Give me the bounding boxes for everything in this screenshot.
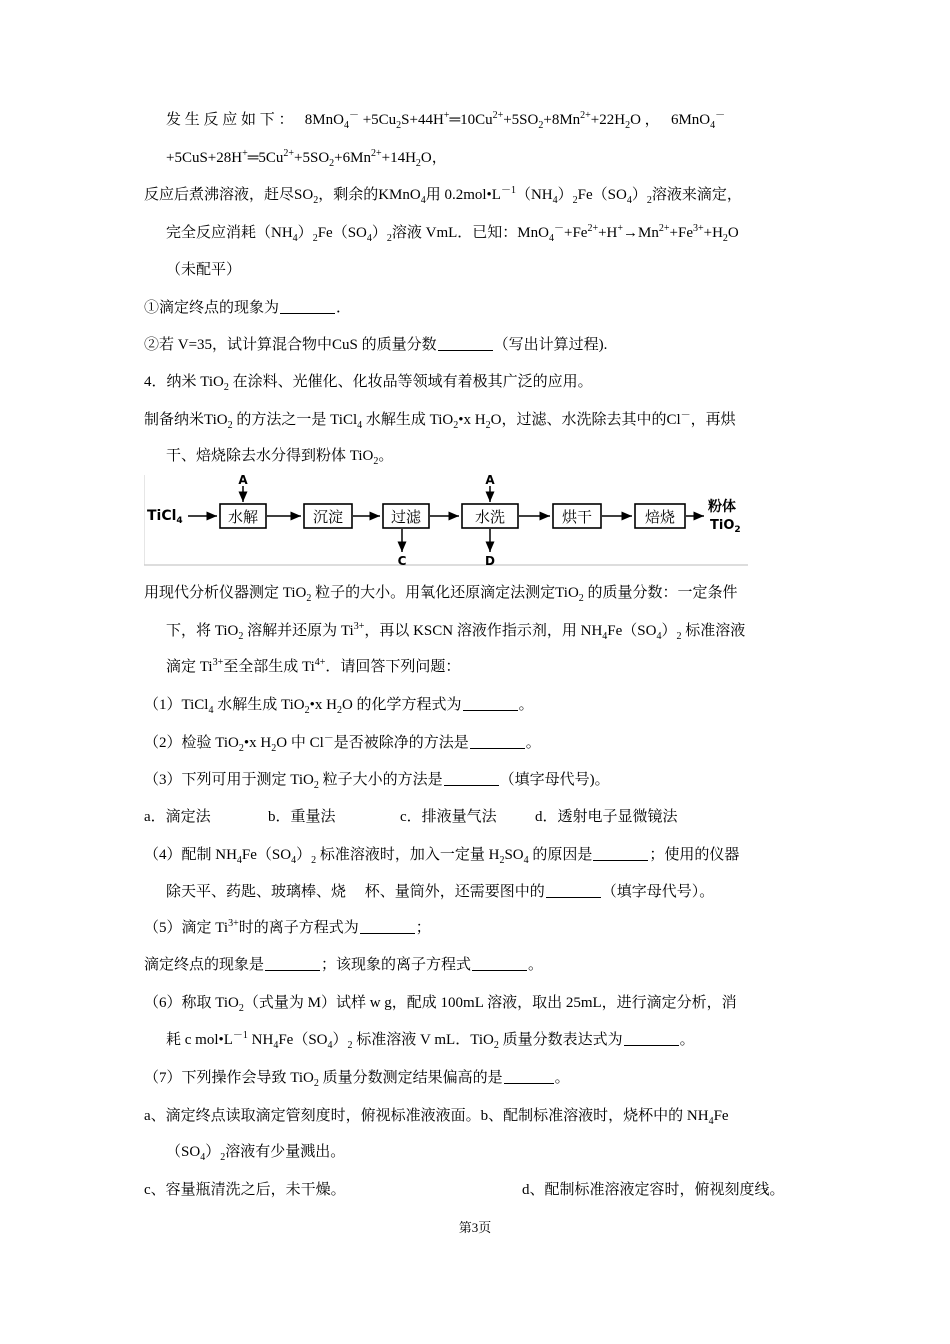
- subquestion-6: （6）称取 TiO$_2$（式量为 M）试样 w g，配成 100mL 溶液，取出 25mL，进行滴定分析，消: [144, 995, 737, 1014]
- step-drying-label: 烘干: [561, 508, 593, 526]
- reaction-line-1: 发 生 反 应 如 下 ： $8MnO_4^- +5Cu_2S+44H^+═10Cu^{2+}+5SO_2+8Mn^{2+}+22H_2O$ ， 6MnO$_4$－: [166, 110, 726, 131]
- reaction-line-2: $+5CuS+28H^+═5Cu^{2+}+5SO_2+6Mn^{2+}+14H_2O$，: [166, 148, 447, 169]
- subquestion-5-cont: 滴定终点的现象是 ；该现象的离子方程式 。: [144, 957, 544, 973]
- subquestion-3: （3）下列可用于测定 TiO$_2$ 粒子大小的方法是 （填字母代号)。: [144, 772, 610, 791]
- choice-text-2: $(SO_4)_2$溶液有少量溅出。: [166, 1144, 346, 1163]
- option-a: a．滴定法: [144, 809, 211, 825]
- answer-blank[interactable]: [546, 883, 601, 898]
- answer-blank[interactable]: [438, 336, 493, 351]
- option-b: b．重量法: [268, 809, 336, 825]
- subquestion-6-cont: 耗 c $mol•L^{-1}$ $NH_4Fe(SO_4)_2$ 标准溶液 V mL．TiO$_2$ 质量分数表达式为 。: [166, 1030, 695, 1051]
- product-label-1: 粉体: [708, 499, 736, 515]
- answer-blank[interactable]: [360, 919, 415, 934]
- tick4-label: TiCl$_4$: [147, 508, 183, 526]
- option-d: d．透射电子显微镜法: [535, 809, 678, 825]
- analysis-text-1: 用现代分析仪器测定 TiO$_2$ 粒子的大小。用氧化还原滴定法测定TiO$_2$ 的质量分数：一定条件: [144, 585, 738, 604]
- process-flow-diagram: [144, 472, 750, 568]
- subquestion-4: （4）配制 $NH_4Fe(SO_4)_2$ 标准溶液时，加入一定量 $H_2SO_4$ 的原因是 ；使用的仪器: [144, 847, 740, 866]
- answer-blank[interactable]: [472, 956, 527, 971]
- problem-4-title: 4．纳米 TiO$_2$ 在涂料、光催化、化妆品等领域有着极其广泛的应用。: [144, 374, 593, 393]
- step-washing-label: 水洗: [474, 508, 506, 526]
- product-label-2: TiO$_2$: [710, 518, 741, 535]
- problem-4-intro-2: 干、焙烧除去水分得到粉体 TiO$_2$。: [166, 448, 394, 467]
- titration-text-1: 反应后煮沸溶液，赶尽$SO_2$，剩余的KMnO$_4$用 $0.2mol•L^{-1}(NH_4)_2Fe(SO_4)_2$溶液来滴定，: [144, 185, 742, 206]
- answer-blank[interactable]: [265, 956, 320, 971]
- answer-blank[interactable]: [280, 299, 335, 314]
- answer-blank[interactable]: [444, 771, 499, 786]
- subquestion-4-cont: 除天平、药匙、玻璃棒、烧 杯、量筒外，还需要图中的 （填字母代号）。: [166, 884, 715, 900]
- subquestion-1: （1）TiCl$_4$ 水解生成 TiO$_2$•x $H_2O$ 的化学方程式为 。: [144, 697, 534, 716]
- analysis-text-2: 下，将 TiO$_2$ 溶解并还原为 $Ti^{3+}$，再以 KSCN 溶液作指示剂，用 $NH_4Fe(SO_4)_2$ 标准溶液: [166, 621, 746, 642]
- answer-blank[interactable]: [463, 696, 518, 711]
- answer-blank[interactable]: [593, 846, 648, 861]
- input-a-label: A: [485, 473, 495, 487]
- subquestion-7: （7）下列操作会导致 TiO$_2$ 质量分数测定结果偏高的是 。: [144, 1070, 570, 1089]
- unbalanced-note: （未配平）: [166, 262, 242, 278]
- answer-blank[interactable]: [624, 1031, 679, 1046]
- page-number: 第3页: [458, 1220, 492, 1235]
- titration-text-2: 完全反应消耗$(NH_4)_2Fe(SO_4)_2$溶液 VmL．已知：$MnO_4^-+Fe^{2+}+H^+\to Mn^{2+}+Fe^{3+}+H_2O$: [166, 223, 739, 244]
- choice-text-1: a、滴定终点读取滴定管刻度时，俯视标准液液面。b、配制标准溶液时，烧杯中的 $NH_4Fe$: [144, 1108, 729, 1127]
- option-c: c．排液量气法: [400, 809, 497, 825]
- choice-text-4: d、配制标准溶液定容时，俯视刻度线。: [522, 1182, 785, 1198]
- answer-blank[interactable]: [504, 1069, 554, 1084]
- question-1: ①滴定终点的现象为 ．: [144, 300, 352, 316]
- problem-4-intro-1: 制备纳米TiO$_2$ 的方法之一是 TiCl$_4$ 水解生成 TiO$_2$•x $H_2O$，过滤、水洗除去其中的Cl－，再烘: [144, 410, 736, 431]
- input-a-label: A: [238, 473, 248, 487]
- subquestion-5: （5）滴定 $Ti^{3+}$时的离子方程式为 ；: [144, 918, 431, 936]
- step-hydrolysis-label: 水解: [227, 508, 259, 526]
- subquestion-2: （2）检验 TiO$_2$•x $H_2O$ 中 Cl－是否被除净的方法是 。: [144, 733, 541, 754]
- output-d-label: D: [485, 554, 495, 568]
- question-2: ②若 V=35，试计算混合物中CuS 的质量分数 （写出计算过程).: [144, 337, 608, 353]
- output-c-label: C: [397, 554, 407, 568]
- step-precipitation-label: 沉淀: [312, 508, 344, 526]
- answer-blank[interactable]: [470, 734, 525, 749]
- analysis-text-3: 滴定 $Ti^{3+}$至全部生成 $Ti^{4+}$．请回答下列问题：: [166, 657, 461, 675]
- step-calcination-label: 焙烧: [644, 508, 676, 526]
- step-filtration-label: 过滤: [390, 508, 422, 526]
- choice-text-3: c、容量瓶清洗之后，未干燥。: [144, 1182, 346, 1198]
